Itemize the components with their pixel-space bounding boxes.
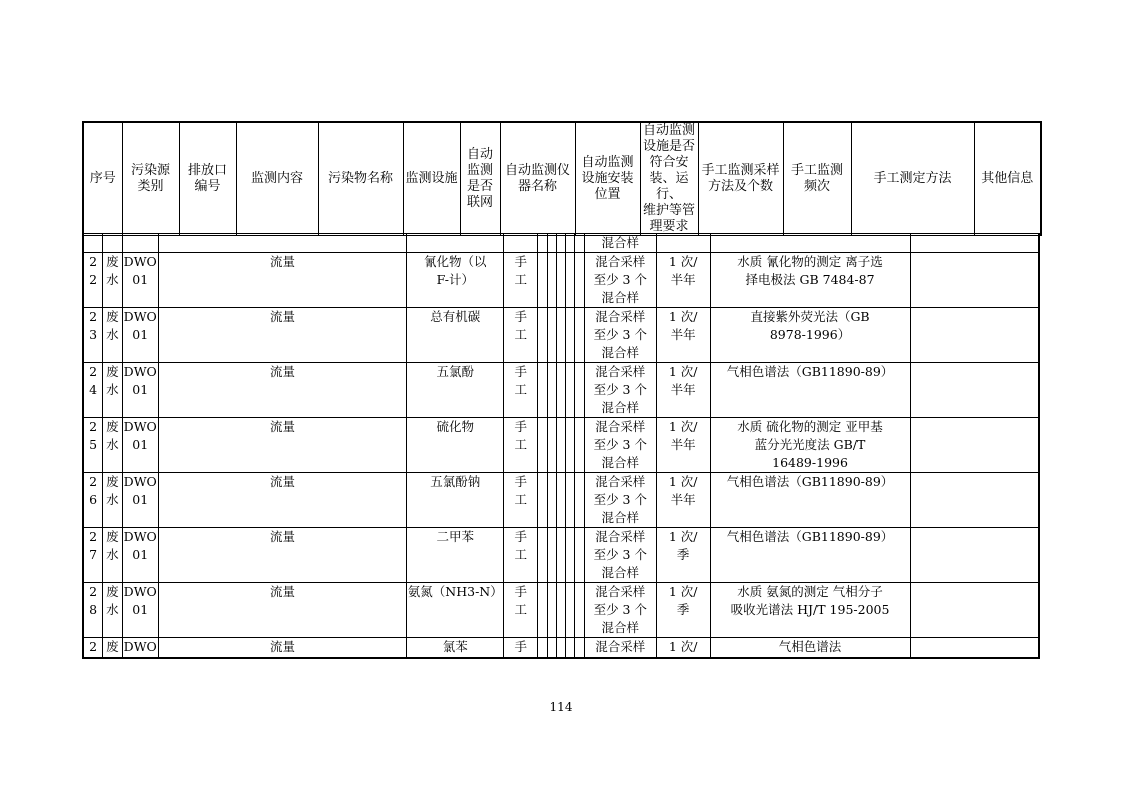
cell-manual-sampling: 混合采样 至少 3 个 混合样 xyxy=(584,528,656,583)
cell-auto-extra xyxy=(575,638,584,658)
cell-other-info xyxy=(910,528,1039,583)
cell-pollutant-type: 废 水 xyxy=(103,418,123,473)
cell-monitor-facility: 手 工 xyxy=(504,253,538,308)
cell-auto-networked xyxy=(538,418,547,473)
cell-auto-networked xyxy=(538,473,547,528)
cell-manual-sampling: 混合样 xyxy=(584,234,656,253)
cell-pollutant-type: 废 xyxy=(103,638,123,658)
cell-auto-compliance xyxy=(566,363,575,418)
cell-seq: 2 5 xyxy=(83,418,103,473)
cell-outlet-no: DWO 01 xyxy=(122,363,158,418)
cell-outlet-no xyxy=(122,234,158,253)
cell-manual-sampling: 混合采样 至少 3 个 混合样 xyxy=(584,473,656,528)
header-manual-frequency: 手工监测 频次 xyxy=(783,122,851,236)
cell-auto-instrument xyxy=(547,418,556,473)
cell-auto-install-location xyxy=(556,583,565,638)
cell-monitor-facility: 手 工 xyxy=(504,363,538,418)
cell-auto-compliance xyxy=(566,253,575,308)
cell-other-info xyxy=(910,473,1039,528)
cell-auto-extra xyxy=(575,473,584,528)
cell-manual-method: 气相色谱法（GB11890-89） xyxy=(710,363,910,418)
cell-auto-compliance xyxy=(566,638,575,658)
cell-pollutant-type: 废 水 xyxy=(103,583,123,638)
cell-auto-compliance xyxy=(566,418,575,473)
cell-auto-networked xyxy=(538,638,547,658)
cell-pollutant-name xyxy=(407,234,504,253)
monitoring-table-body xyxy=(82,233,1040,659)
cell-monitor-facility: 手 工 xyxy=(504,308,538,363)
cell-other-info xyxy=(910,583,1039,638)
cell-seq: 2 8 xyxy=(83,583,103,638)
header-seq: 序号 xyxy=(83,122,122,236)
cell-outlet-no: DWO 01 xyxy=(122,473,158,528)
header-manual-method: 手工测定方法 xyxy=(851,122,974,236)
cell-manual-method: 水质 氨氮的测定 气相分子 吸收光谱法 HJ/T 195-2005 xyxy=(710,583,910,638)
cell-manual-frequency: 1 次/ 半年 xyxy=(656,363,710,418)
cell-manual-method: 气相色谱法（GB11890-89） xyxy=(710,528,910,583)
cell-manual-sampling: 混合采样 至少 3 个 混合样 xyxy=(584,308,656,363)
cell-auto-extra xyxy=(575,234,584,253)
cell-auto-compliance xyxy=(566,528,575,583)
cell-auto-compliance xyxy=(566,308,575,363)
cell-pollutant-name: 氯苯 xyxy=(407,638,504,658)
cell-other-info xyxy=(910,418,1039,473)
cell-outlet-no: DWO 01 xyxy=(122,583,158,638)
table-row xyxy=(83,583,1039,638)
cell-auto-compliance xyxy=(566,583,575,638)
cell-seq xyxy=(83,234,103,253)
cell-pollutant-name: 五氯酚 xyxy=(407,363,504,418)
header-manual-sampling: 手工监测采样 方法及个数 xyxy=(698,122,783,236)
cell-pollutant-type xyxy=(103,234,123,253)
cell-manual-frequency: 1 次/ xyxy=(656,638,710,658)
cell-auto-instrument xyxy=(547,234,556,253)
cell-auto-networked xyxy=(538,528,547,583)
cell-pollutant-type: 废 水 xyxy=(103,253,123,308)
cell-manual-sampling: 混合采样 至少 3 个 混合样 xyxy=(584,253,656,308)
cell-manual-frequency: 1 次/ 季 xyxy=(656,528,710,583)
cell-auto-install-location xyxy=(556,638,565,658)
table-row xyxy=(83,473,1039,528)
cell-pollutant-name: 硫化物 xyxy=(407,418,504,473)
cell-seq: 2 3 xyxy=(83,308,103,363)
cell-monitor-facility: 手 工 xyxy=(504,583,538,638)
cell-monitor-content: 流量 xyxy=(158,583,407,638)
table-row xyxy=(83,234,1039,253)
cell-auto-instrument xyxy=(547,638,556,658)
cell-manual-sampling: 混合采样 至少 3 个 混合样 xyxy=(584,363,656,418)
cell-auto-install-location xyxy=(556,528,565,583)
cell-auto-networked xyxy=(538,253,547,308)
cell-pollutant-name: 氰化物（以 F-计） xyxy=(407,253,504,308)
cell-outlet-no: DWO 01 xyxy=(122,308,158,363)
cell-manual-sampling: 混合采样 xyxy=(584,638,656,658)
cell-manual-sampling: 混合采样 至少 3 个 混合样 xyxy=(584,418,656,473)
cell-auto-networked xyxy=(538,308,547,363)
cell-auto-instrument xyxy=(547,253,556,308)
cell-other-info xyxy=(910,253,1039,308)
header-other-info: 其他信息 xyxy=(974,122,1041,236)
cell-pollutant-name: 五氯酚钠 xyxy=(407,473,504,528)
cell-auto-extra xyxy=(575,253,584,308)
cell-auto-extra xyxy=(575,308,584,363)
cell-auto-extra xyxy=(575,363,584,418)
cell-auto-instrument xyxy=(547,308,556,363)
header-auto-instrument: 自动监测仪 器名称 xyxy=(500,122,575,236)
cell-monitor-content xyxy=(158,234,407,253)
header-monitor-facility: 监测设施 xyxy=(403,122,460,236)
cell-pollutant-type: 废 水 xyxy=(103,528,123,583)
header-auto-networked: 自动 监测 是否 联网 xyxy=(460,122,500,236)
cell-manual-method: 气相色谱法 xyxy=(710,638,910,658)
cell-auto-instrument xyxy=(547,528,556,583)
header-monitor-content: 监测内容 xyxy=(236,122,318,236)
cell-manual-frequency: 1 次/ 半年 xyxy=(656,253,710,308)
table-row xyxy=(83,528,1039,583)
cell-monitor-content: 流量 xyxy=(158,363,407,418)
cell-manual-sampling: 混合采样 至少 3 个 混合样 xyxy=(584,583,656,638)
cell-other-info xyxy=(910,638,1039,658)
cell-pollutant-name: 二甲苯 xyxy=(407,528,504,583)
header-outlet-no: 排放口 编号 xyxy=(179,122,236,236)
cell-pollutant-type: 废 水 xyxy=(103,363,123,418)
cell-outlet-no: DWO xyxy=(122,638,158,658)
cell-manual-frequency: 1 次/ 半年 xyxy=(656,418,710,473)
cell-outlet-no: DWO 01 xyxy=(122,253,158,308)
header-auto-install-location: 自动监测 设施安装 位置 xyxy=(575,122,640,236)
cell-other-info xyxy=(910,308,1039,363)
cell-seq: 2 xyxy=(83,638,103,658)
cell-manual-frequency: 1 次/ 半年 xyxy=(656,308,710,363)
cell-manual-method xyxy=(710,234,910,253)
cell-monitor-facility: 手 工 xyxy=(504,418,538,473)
cell-monitor-content: 流量 xyxy=(158,638,407,658)
cell-auto-install-location xyxy=(556,253,565,308)
cell-monitor-content: 流量 xyxy=(158,528,407,583)
cell-seq: 2 7 xyxy=(83,528,103,583)
cell-manual-method: 直接紫外荧光法（GB 8978-1996） xyxy=(710,308,910,363)
cell-manual-method: 气相色谱法（GB11890-89） xyxy=(710,473,910,528)
cell-auto-extra xyxy=(575,583,584,638)
cell-manual-frequency: 1 次/ 季 xyxy=(656,583,710,638)
cell-pollutant-name: 总有机碳 xyxy=(407,308,504,363)
cell-auto-install-location xyxy=(556,234,565,253)
cell-monitor-facility: 手 xyxy=(504,638,538,658)
cell-pollutant-type: 废 水 xyxy=(103,473,123,528)
cell-auto-install-location xyxy=(556,308,565,363)
monitoring-table-header xyxy=(82,121,1042,236)
table-row xyxy=(83,418,1039,473)
header-pollutant-name: 污染物名称 xyxy=(318,122,403,236)
cell-manual-method: 水质 硫化物的测定 亚甲基 蓝分光光度法 GB/T 16489-1996 xyxy=(710,418,910,473)
cell-seq: 2 6 xyxy=(83,473,103,528)
cell-monitor-facility: 手 工 xyxy=(504,473,538,528)
cell-auto-extra xyxy=(575,528,584,583)
cell-monitor-facility xyxy=(504,234,538,253)
cell-auto-install-location xyxy=(556,418,565,473)
table-row xyxy=(83,308,1039,363)
cell-other-info xyxy=(910,234,1039,253)
table-row xyxy=(83,638,1039,658)
cell-auto-extra xyxy=(575,418,584,473)
cell-seq: 2 4 xyxy=(83,363,103,418)
cell-auto-compliance xyxy=(566,473,575,528)
page-number: 114 xyxy=(549,700,573,714)
cell-seq: 2 2 xyxy=(83,253,103,308)
cell-outlet-no: DWO 01 xyxy=(122,418,158,473)
cell-manual-frequency xyxy=(656,234,710,253)
cell-pollutant-name: 氨氮（NH3-N） xyxy=(407,583,504,638)
table-row xyxy=(83,363,1039,418)
cell-manual-method: 水质 氰化物的测定 离子选 择电极法 GB 7484-87 xyxy=(710,253,910,308)
cell-other-info xyxy=(910,363,1039,418)
cell-auto-compliance xyxy=(566,234,575,253)
cell-manual-frequency: 1 次/ 半年 xyxy=(656,473,710,528)
cell-pollutant-type: 废 水 xyxy=(103,308,123,363)
cell-outlet-no: DWO 01 xyxy=(122,528,158,583)
cell-monitor-content: 流量 xyxy=(158,418,407,473)
header-pollutant-type: 污染源 类别 xyxy=(122,122,179,236)
cell-monitor-facility: 手 工 xyxy=(504,528,538,583)
table-row xyxy=(83,253,1039,308)
header-auto-compliance: 自动监测 设施是否 符合安 装、运行、 维护等管 理要求 xyxy=(640,122,698,236)
cell-auto-install-location xyxy=(556,363,565,418)
cell-auto-instrument xyxy=(547,583,556,638)
cell-monitor-content: 流量 xyxy=(158,308,407,363)
cell-monitor-content: 流量 xyxy=(158,253,407,308)
cell-auto-install-location xyxy=(556,473,565,528)
cell-auto-networked xyxy=(538,234,547,253)
cell-monitor-content: 流量 xyxy=(158,473,407,528)
cell-auto-instrument xyxy=(547,363,556,418)
cell-auto-networked xyxy=(538,363,547,418)
cell-auto-networked xyxy=(538,583,547,638)
cell-auto-instrument xyxy=(547,473,556,528)
